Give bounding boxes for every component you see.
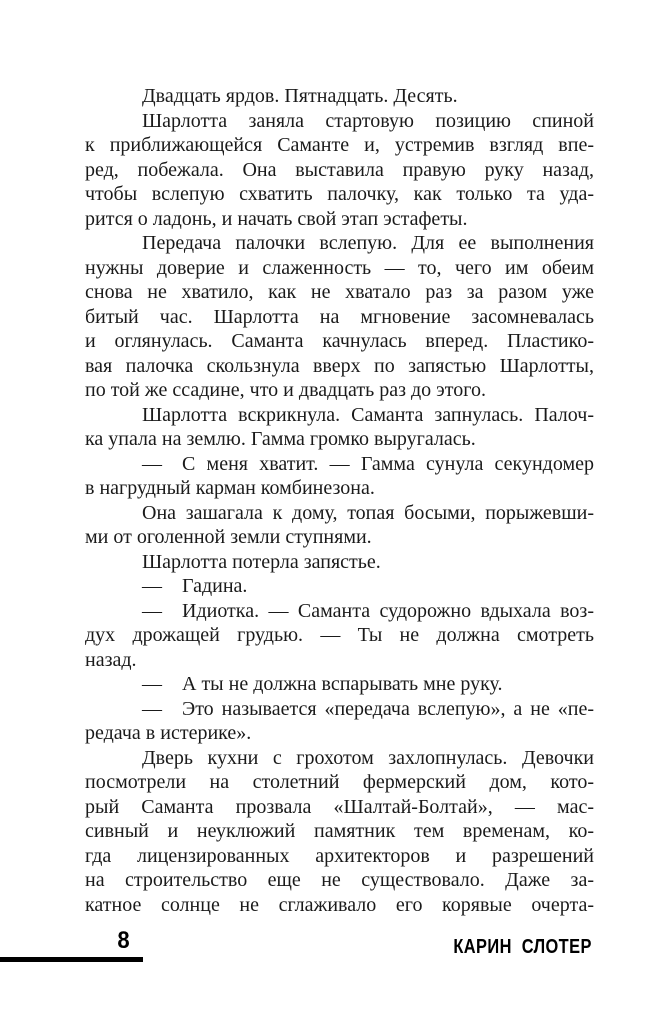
text-line: Передача палочки вслепую. Для ее выполнения	[142, 232, 594, 254]
text-line: нужны доверие и слаженность — то, чего им обеим	[85, 256, 594, 279]
text-line: Она зашагала к дому, топая босыми, порыжевши-	[142, 501, 594, 524]
text-line: катное солнце не сглаживало его корявые очерта-	[85, 893, 594, 916]
text-line: и оглянулась. Саманта качнулась вперед. Пластико-	[85, 330, 594, 352]
text-line: гда лицензированных архитекторов и разрешений	[85, 844, 594, 867]
text-line: битый час. Шарлотта на мгновение засомневалась	[85, 305, 594, 328]
text-line: Дверь кухни с грохотом захлопнулась. Девочки	[142, 746, 594, 769]
text-line: Шарлотта заняла стартовую позицию спиной	[142, 109, 594, 132]
text-line: — С меня хватит. — Гамма сунула секундомер	[142, 452, 594, 475]
text-line: ка упала на землю. Гамма громко выругалась.	[85, 428, 476, 450]
text-line: по той же ссадине, что и двадцать раз до этого.	[85, 379, 486, 401]
text-line: редача в истерике».	[85, 722, 252, 744]
text-line: посмотрели на столетний фермерский дом, кото-	[85, 771, 594, 793]
text-line: к приближающейся Саманте и, устремив взгляд впе-	[85, 134, 594, 156]
text-line: — Идиотка. — Саманта судорожно вдыхала воз-	[142, 599, 594, 622]
text-line: Шарлотта потерла запястье.	[142, 550, 381, 573]
text-line: на строительство еще не существовало. Даже за-	[85, 869, 594, 891]
text-line: назад.	[85, 648, 137, 671]
body-text	[85, 84, 594, 917]
text-line: снова не хватило, как не хватало раз за разом уже	[85, 281, 594, 303]
text-line: в нагрудный карман комбинезона.	[85, 477, 375, 499]
footer-rule	[0, 957, 143, 962]
text-line: ми от оголенной земли ступнями.	[85, 526, 372, 548]
running-title: КАРИН СЛОТЕР	[453, 936, 592, 958]
text-line: — Гадина.	[142, 575, 248, 597]
text-line: рый Саманта прозвала «Шалтай-Болтай», — мас-	[85, 795, 594, 818]
text-line: — А ты не должна вспарывать мне руку.	[142, 673, 503, 695]
text-line: дух дрожащей грудью. — Ты не должна смотреть	[85, 624, 594, 646]
page-number: 8	[117, 927, 130, 954]
text-line: чтобы вслепую схватить палочку, как только та уда-	[85, 183, 594, 205]
text-line: Двадцать ярдов. Пятнадцать. Десять.	[142, 85, 458, 107]
text-line: Шарлотта вскрикнула. Саманта запнулась. Палоч-	[142, 403, 594, 426]
text-line: сивный и неуклюжий памятник тем временам, ко-	[85, 820, 594, 842]
text-line: вая палочка скользнула вверх по запястью Шарлотты,	[85, 354, 594, 377]
text-line: ред, побежала. Она выставила правую руку назад,	[85, 158, 594, 181]
text-line: — Это называется «передача вслепую», а не «пе-	[142, 697, 594, 720]
text-line: рится о ладонь, и начать свой этап эстафеты.	[85, 207, 468, 230]
